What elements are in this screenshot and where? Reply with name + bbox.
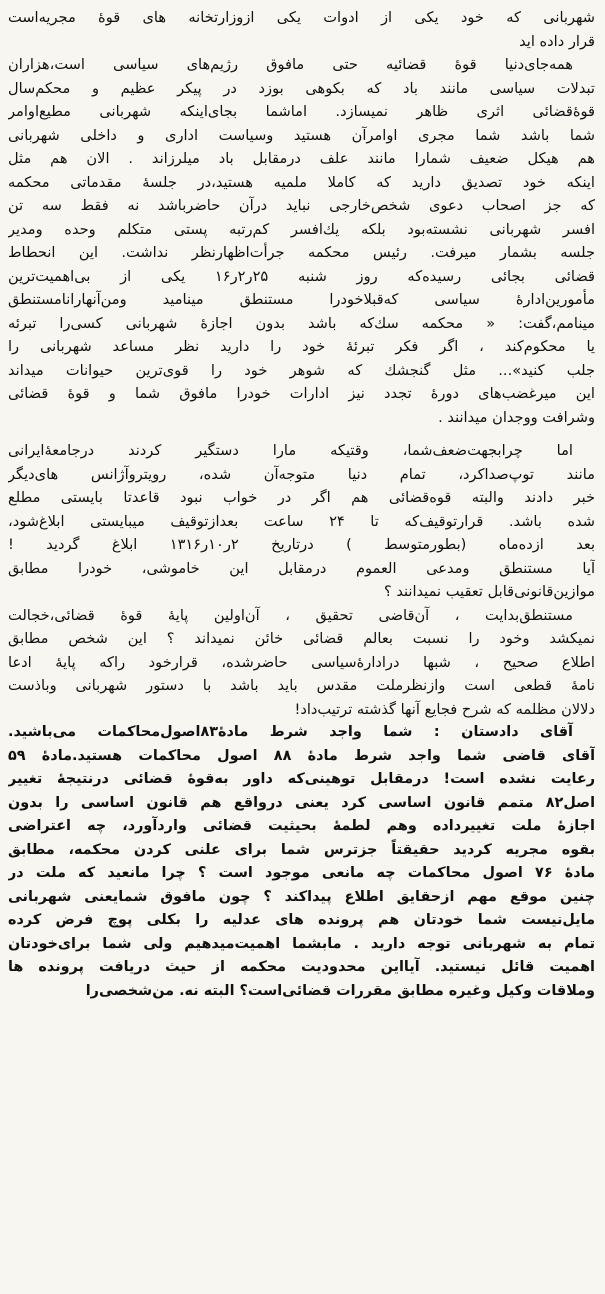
text-line: آقای قاضی شما واجد شرط مادهٔ ۸۸ اصول محاکمات هستید.مادهٔ ۵۹ <box>8 747 595 764</box>
text-line: وشرافت ووجدان میدانند . <box>438 408 595 426</box>
text-line: اطلاع صحیح ، شبها درادارهٔ‌سیاسی حاضرشده، قرارخود راکه پایهٔ ادعا <box>8 653 595 671</box>
text-line: این میرغضب‌های دورهٔ تجدد نیز ادارات خودرا مافوق شما و قوهٔ قضائی <box>8 385 595 402</box>
article-body <box>8 6 595 1003</box>
text-line: نمیکشد وخود را نسبت بعالم قضائی خائن نمیداند ؟ این شخص مطابق <box>8 630 595 647</box>
text-line: چنین موقع مهم ازحقایق اطلاع پیداکند ؟ چون مافوق شمایعنی شهربانی <box>8 888 595 905</box>
text-line: هم هیکل ضعیف شمارا مانند علف درمقابل باد میلرزاند . الان هم مثل <box>8 150 595 167</box>
text-line: آیا مستنطق ومدعی العموم درمقابل این خاموشی، خودرا مطابق <box>8 559 595 577</box>
text-line: اهمیت قائل نیستید. آیااین محدودیت محکمه از حیث دریافت پرونده ها <box>8 959 595 975</box>
paragraph <box>8 721 595 1003</box>
text-line: خبر دادند والبته قوه‌قضائی هم اگر در خواب نبود قاعدتا بایستی مطلع <box>8 489 595 506</box>
text-line: نامهٔ قطعی است وازنظرملت مقدس باید باشد با دستور شهربانی وباذست <box>8 677 595 694</box>
paragraph <box>8 439 595 604</box>
text-line: وملاقات وکیل وغیره مطابق مقررات قضائی‌است؟ البته نه. من‌شخصی‌را <box>85 982 595 999</box>
text-line: قوهٔ‌قضائی اثری ظاهر نمیسازد. اماشما بجای‌اینکه شهربانی مطیع‌اوامر <box>8 103 595 120</box>
text-line: جلسه بشمار میرفت. رئیس محکمه جرأت‌اظهارنظر نداشت. این انحطاط <box>8 244 595 261</box>
text-line: شده باشد. قرارتوقیف‌که تا ۲۴ ساعت بعدازتوقیف میبایستی ابلاغ‌شود، <box>8 512 595 530</box>
text-line: رعایت نشده است! درمقابل توهینی‌که داور به‌قوهٔ قضائی درنتیجهٔ تغییر <box>8 771 595 787</box>
paragraph <box>8 604 595 722</box>
text-line: مستنطق‌بدایت ، آن‌قاضی تحقیق ، آن‌اولین پایهٔ قوهٔ قضائی،خجالت <box>8 606 573 624</box>
text-line: اینکه خود تصدیق دارید که کاملا ملمیه هستید،در جلسهٔ مقدماتی محکمه <box>8 173 595 191</box>
text-line: تبدلات سیاسی مانند باد که بکوهی بوزد در پیکر عظیم و محکم‌سال <box>8 79 595 97</box>
text-line: مادهٔ ۷۶ اصول محاکمات چه مانعی موجود است ؟ چرا مانعید که ملت در <box>8 865 595 881</box>
text-line: مأمورین‌ادارهٔ سیاسی که‌قبلاخودرا مستنطق مینامید ومن‌آنهارا‌نامستنطق <box>8 291 595 308</box>
text-line: آقای دادستان : شما واجد شرط مادهٔ۸۳اصول‌محاکمات می‌باشید. <box>8 724 573 740</box>
text-line: مینامم،گفت: « محکمه سك‌که باشد بدون اجازهٔ شهربانی کسی‌را تبرئه <box>8 314 595 332</box>
paragraph-gap <box>8 429 595 439</box>
text-line: تمام به شهربانی توجه دارید . مابشما اهمیت‌میدهیم ولی شما برای‌خودتان <box>8 935 595 952</box>
text-line: مایل‌نیست شما خودتان هم پرونده های عدلیه را بکلی پوچ فرض کرده <box>8 912 595 928</box>
paragraph <box>8 6 595 53</box>
text-line: همه‌جای‌دنیا قوهٔ قضائیه حتی مافوق رژیم‌های سیاسی است،هزاران <box>8 56 573 73</box>
text-line: بعد ازده‌ماه (بطورمتوسط ) درتاریخ ۲ر۱۰ر۱۳۱۶ ابلاغ گردید ! <box>8 536 595 553</box>
text-line: موازین‌قانونی‌قابل تعقیب نمیدانند ؟ <box>383 583 595 600</box>
text-line: شهربانی که خود یکی از ادوات یکی ازوزارتخانه های قوهٔ مجریه‌است <box>8 9 595 26</box>
text-line: افسر شهربانی نشسته‌بود بلکه یك‌افسر کم‌رتبه پستی متکلم وحده ومدیر <box>8 220 595 238</box>
text-line: مانند توپ‌صداکرد، تمام دنیا متوجه‌آن شده، رویترو‌آژانس های‌دیگر <box>8 465 595 483</box>
text-line: اجازهٔ ملت تغییرداده وهم لطمهٔ بحیثیت قضائی واردآورد، چه اعتراضی <box>8 818 595 834</box>
text-line: دلالان مظلمه که شرح فجایع آنها گذشته ترتیب‌داد! <box>294 700 595 718</box>
text-line: جلب کنید»... مثل گنجشك که شوهر خود را قوی‌ترین حیوانات میداند <box>8 361 595 379</box>
paragraph <box>8 53 595 429</box>
text-line: اما چرا‌بجهت‌ضعف‌شما، وقتیکه مارا دستگیر کردند درجامعهٔ‌ایرانی <box>8 442 573 459</box>
text-line: بقوه مجریه کردید حقیقتاً جزترس شما برای علنی کردن محکمه، مطابق <box>8 841 595 858</box>
text-line: قضائی بجائی رسیده‌که روز شنبه ۲۵ر۲ر۱۶ یکی از بی‌اهمیت‌ترین <box>8 267 595 285</box>
text-line: که جز اصحاب دعوی شخص‌خارجی نباید درآن حاضرباشد نه فقط سه تن <box>8 197 595 214</box>
text-line: قرار داده اید <box>519 32 595 50</box>
text-line: یا محکوم‌کند ، اگر فکر تبرئهٔ خود را دارید نظر مساعد شهربانی را <box>8 338 595 355</box>
text-line: شما باشد شما مجری اوامرآن هستید وسیاست اداری و داخلی شهربانی <box>8 126 595 144</box>
text-line: اصل۸۲ متمم قانون اساسی کرد یعنی درواقع هم قانون اساسی را بدون <box>8 794 595 811</box>
